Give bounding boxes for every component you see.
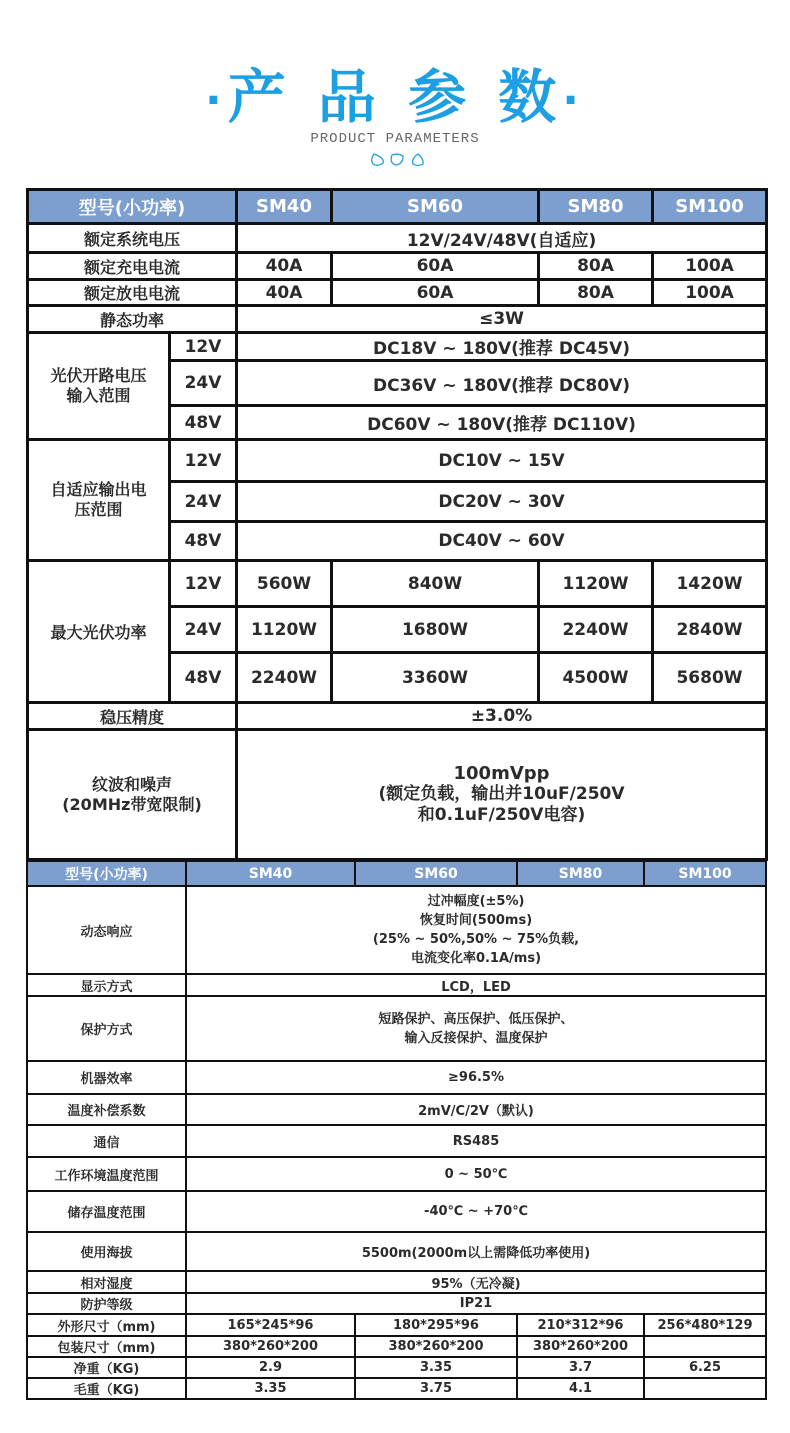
table-row — [28, 561, 767, 607]
row-value: IP21 — [186, 1293, 766, 1314]
row-label — [28, 440, 170, 561]
voltage-cell: 12V — [170, 333, 237, 361]
cell: 40A — [237, 280, 332, 306]
row-label: 工作环境温度范围 — [27, 1157, 186, 1191]
row-label: 额定充电电流 — [28, 253, 237, 280]
cell: 4500W — [539, 653, 653, 703]
row-label: 通信 — [27, 1125, 186, 1157]
row-value: 12V/24V/48V(自适应) — [237, 224, 767, 253]
table-header-row — [28, 190, 767, 224]
row-value: 5500m(2000m以上需降低功率使用) — [186, 1232, 766, 1271]
row-value — [237, 730, 767, 860]
voltage-cell: 24V — [170, 482, 237, 522]
cell: 2840W — [653, 607, 767, 653]
row-value: DC36V ~ 180V(推荐 DC80V) — [237, 361, 767, 406]
table-row — [27, 1357, 766, 1378]
cell: 380*260*200 — [355, 1336, 517, 1357]
cell — [644, 1378, 766, 1399]
value-line: 电流变化率0.1A/ms) — [410, 951, 542, 966]
cell: 3.35 — [186, 1378, 355, 1399]
table-row — [28, 333, 767, 361]
row-label: 保护方式 — [27, 996, 186, 1061]
ripple-label-line1: 纹波和噪声 — [92, 774, 173, 794]
ripple-value-line2: (额定负载，输出并10uF/250V — [378, 784, 625, 804]
row-value: ±3.0% — [237, 703, 767, 730]
row-label: 毛重（KG) — [27, 1378, 186, 1399]
value-line: 过冲幅度(±5%) — [427, 894, 525, 909]
value-line: 短路保护、高压保护、低压保护、 — [378, 1011, 574, 1027]
cell: 4.1 — [517, 1378, 644, 1399]
header-sm80: SM80 — [539, 190, 653, 224]
table-row — [28, 280, 767, 306]
header-sm100: SM100 — [644, 861, 766, 886]
pv-open-voltage-label: 光伏开路电压输入范围 — [50, 366, 147, 405]
cell: 3.75 — [355, 1378, 517, 1399]
row-value: ≤3W — [237, 306, 767, 333]
cell: 6.25 — [644, 1357, 766, 1378]
header-sm40: SM40 — [237, 190, 332, 224]
table-row — [27, 1191, 766, 1232]
cell: 180*295*96 — [355, 1314, 517, 1336]
header-sm100: SM100 — [653, 190, 767, 224]
row-value: DC18V ~ 180V(推荐 DC45V) — [237, 333, 767, 361]
row-value: DC10V ~ 15V — [237, 440, 767, 482]
ripple-label-line2: (20MHz带宽限制) — [62, 794, 202, 814]
table-row — [28, 440, 767, 482]
row-label: 静态功率 — [28, 306, 237, 333]
spec-table-lower — [26, 860, 767, 1400]
row-label: 相对湿度 — [27, 1271, 186, 1293]
table-row — [28, 224, 767, 253]
cell: 2240W — [539, 607, 653, 653]
spec-table-upper — [26, 188, 768, 861]
voltage-cell: 48V — [170, 522, 237, 561]
row-label: 储存温度范围 — [27, 1191, 186, 1232]
cell: 165*245*96 — [186, 1314, 355, 1336]
decorative-drops-icon — [368, 150, 428, 168]
table-row — [28, 730, 767, 860]
cell: 380*260*200 — [517, 1336, 644, 1357]
table-row — [27, 996, 766, 1061]
header-model: 型号(小功率) — [28, 190, 237, 224]
row-value: DC60V ~ 180V(推荐 DC110V) — [237, 406, 767, 440]
row-value: RS485 — [186, 1125, 766, 1157]
row-label: 最大光伏功率 — [28, 561, 170, 703]
table-row — [27, 1314, 766, 1336]
title-text: 产 品 参 数 — [227, 63, 563, 131]
row-label: 防护等级 — [27, 1293, 186, 1314]
cell: 5680W — [653, 653, 767, 703]
header-sm60: SM60 — [332, 190, 539, 224]
table-row — [27, 886, 766, 974]
header-model: 型号(小功率) — [27, 861, 186, 886]
row-label: 温度补偿系数 — [27, 1094, 186, 1125]
adaptive-output-label: 自适应输出电压范围 — [50, 480, 147, 519]
table-row — [27, 1336, 766, 1357]
cell: 80A — [539, 253, 653, 280]
table-row — [27, 1271, 766, 1293]
table-row — [28, 306, 767, 333]
value-line: (25% ~ 50%,50% ~ 75%负载, — [372, 932, 580, 947]
row-label: 包装尺寸（mm) — [27, 1336, 186, 1357]
table-row — [27, 1232, 766, 1271]
cell: 60A — [332, 280, 539, 306]
cell: 3.7 — [517, 1357, 644, 1378]
row-label: 额定放电电流 — [28, 280, 237, 306]
row-value: 0 ~ 50℃ — [186, 1157, 766, 1191]
cell: 560W — [237, 561, 332, 607]
cell: 840W — [332, 561, 539, 607]
ripple-value-line1: 100mVpp — [453, 763, 550, 784]
cell: 100A — [653, 253, 767, 280]
table-row — [27, 974, 766, 996]
row-value: DC40V ~ 60V — [237, 522, 767, 561]
value-line: 输入反接保护、温度保护 — [404, 1030, 548, 1046]
cell: 2.9 — [186, 1357, 355, 1378]
cell: 80A — [539, 280, 653, 306]
cell: 3.35 — [355, 1357, 517, 1378]
cell: 380*260*200 — [186, 1336, 355, 1357]
header-sm80: SM80 — [517, 861, 644, 886]
value-line: 恢复时间(500ms) — [419, 913, 533, 928]
row-label — [28, 333, 170, 440]
voltage-cell: 12V — [170, 561, 237, 607]
cell: 210*312*96 — [517, 1314, 644, 1336]
table-row — [27, 1061, 766, 1094]
page-title — [0, 64, 790, 134]
row-value: ≥96.5% — [186, 1061, 766, 1094]
row-value — [186, 886, 766, 974]
table-row — [28, 703, 767, 730]
row-label: 显示方式 — [27, 974, 186, 996]
cell: 60A — [332, 253, 539, 280]
cell: 3360W — [332, 653, 539, 703]
row-label: 净重（KG) — [27, 1357, 186, 1378]
row-value: 2mV/C/2V（默认) — [186, 1094, 766, 1125]
table-header-row — [27, 861, 766, 886]
voltage-cell: 12V — [170, 440, 237, 482]
row-value: DC20V ~ 30V — [237, 482, 767, 522]
row-label: 使用海拔 — [27, 1232, 186, 1271]
title-dot-right: · — [562, 74, 585, 126]
cell: 40A — [237, 253, 332, 280]
cell: 1120W — [237, 607, 332, 653]
title-dot-left: · — [204, 74, 228, 126]
row-value: -40℃ ~ +70℃ — [186, 1191, 766, 1232]
row-label: 稳压精度 — [28, 703, 237, 730]
voltage-cell: 48V — [170, 653, 237, 703]
row-value: LCD，LED — [186, 974, 766, 996]
row-label: 额定系统电压 — [28, 224, 237, 253]
row-value: 95%（无冷凝) — [186, 1271, 766, 1293]
cell: 2240W — [237, 653, 332, 703]
cell: 100A — [653, 280, 767, 306]
table-row — [28, 253, 767, 280]
table-row — [27, 1157, 766, 1191]
cell: 256*480*129 — [644, 1314, 766, 1336]
row-value — [186, 996, 766, 1061]
voltage-cell: 24V — [170, 607, 237, 653]
page-subtitle: PRODUCT PARAMETERS — [310, 131, 480, 147]
cell: 1680W — [332, 607, 539, 653]
voltage-cell: 48V — [170, 406, 237, 440]
ripple-value-line3: 和0.1uF/250V电容) — [417, 805, 586, 825]
voltage-cell: 24V — [170, 361, 237, 406]
header-sm40: SM40 — [186, 861, 355, 886]
table-row — [27, 1094, 766, 1125]
table-row — [27, 1125, 766, 1157]
row-label: 动态响应 — [27, 886, 186, 974]
table-row — [27, 1293, 766, 1314]
header-sm60: SM60 — [355, 861, 517, 886]
row-label: 机器效率 — [27, 1061, 186, 1094]
table-row — [27, 1378, 766, 1399]
cell: 1420W — [653, 561, 767, 607]
row-label: 外形尺寸（mm) — [27, 1314, 186, 1336]
cell — [644, 1336, 766, 1357]
row-label — [28, 730, 237, 860]
cell: 1120W — [539, 561, 653, 607]
